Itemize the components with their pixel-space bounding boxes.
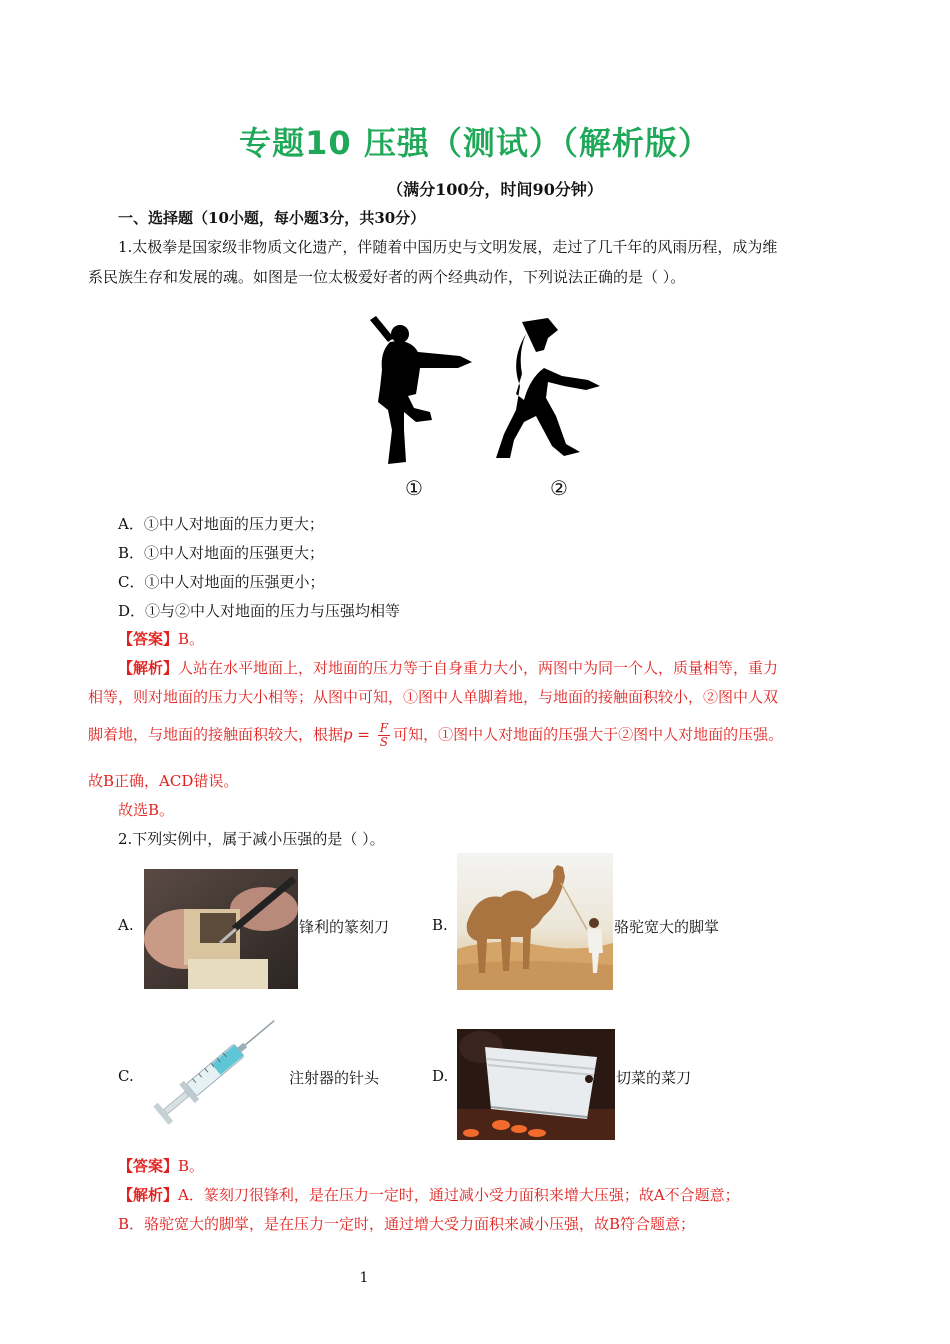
- q1-analysis-line1: [118, 657, 778, 678]
- analysis-label: 【解析】: [118, 1186, 179, 1204]
- answer-value: B。: [178, 630, 205, 648]
- q1-stem-line1: 1.太极拳是国家级非物质文化遗产，伴随着中国历史与文明发展，走过了几千年的风雨历程，成为维: [118, 238, 778, 256]
- q2-answer: [118, 1155, 204, 1176]
- q1-option-b: B．①中人对地面的压强更大；: [118, 544, 325, 562]
- q1-option-c: C．①中人对地面的压强更小；: [118, 573, 325, 591]
- camel-image: [457, 853, 613, 990]
- analysis-text: 人站在水平地面上，对地面的压力等于自身重力大小，两图中为同一个人，质量相等，重力: [178, 659, 779, 677]
- q2-option-d-caption: 切菜的菜刀: [616, 1069, 692, 1087]
- q2-option-d-letter: D.: [432, 1067, 449, 1085]
- q2-option-c-caption: 注射器的针头: [289, 1069, 380, 1087]
- page-number: 1: [359, 1270, 369, 1286]
- formula-denominator: S: [379, 735, 389, 749]
- q2-option-a-caption: 锋利的篆刻刀: [299, 918, 390, 936]
- syringe-image: [148, 1016, 278, 1128]
- section-heading: 一、选择题（10小题，每小题3分，共30分）: [118, 209, 426, 227]
- kitchen-knife-image: [457, 1029, 615, 1140]
- q2-option-b-caption: 骆驼宽大的脚掌: [614, 918, 720, 936]
- answer-label: 【答案】: [118, 1157, 179, 1175]
- q1-stem-line2: 系民族生存和发展的魂。如图是一位太极爱好者的两个经典动作，下列说法正确的是（ ）。: [88, 268, 686, 286]
- answer-value: B。: [178, 1157, 205, 1175]
- q2-analysis-line2: B．骆驼宽大的脚掌，是在压力一定时，通过增大受力面积来减小压强，故B符合题意；: [118, 1215, 696, 1233]
- taichi-silhouettes-image: [360, 312, 620, 472]
- answer-label: 【答案】: [118, 630, 179, 648]
- analysis-text: 可知，①图中人对地面的压强大于②图中人对地面的压强。: [393, 725, 784, 744]
- q1-answer: [118, 628, 204, 649]
- q1-analysis-line4: 故B正确，ACD错误。: [88, 772, 239, 790]
- formula-numerator: F: [379, 721, 389, 735]
- page-subtitle: （满分100分，时间90分钟）: [387, 180, 603, 199]
- q1-analysis-line3: [88, 722, 783, 749]
- analysis-text: 脚着地，与地面的接触面积较大，根据: [88, 725, 344, 744]
- formula-fraction: [378, 722, 390, 749]
- q1-fig-label-2: ②: [550, 476, 568, 500]
- analysis-label: 【解析】: [118, 659, 179, 677]
- q1-analysis-line2: 相等，则对地面的压力大小相等；从图中可知，①图中人单脚着地，与地面的接触面积较小，②图中人双: [88, 688, 779, 706]
- page-title: 专题10 压强（测试）（解析版）: [239, 124, 711, 162]
- formula-p: p: [343, 725, 353, 744]
- q2-option-a-letter: A.: [118, 916, 134, 934]
- q2-option-b-letter: B.: [432, 916, 448, 934]
- q2-stem: 2.下列实例中，属于减小压强的是（ ）。: [118, 830, 385, 848]
- analysis-text: A．篆刻刀很锋利，是在压力一定时，通过减小受力面积来增大压强；故A不合题意；: [178, 1186, 740, 1204]
- q2-option-c-letter: C.: [118, 1067, 134, 1085]
- q1-option-a: A．①中人对地面的压力更大；: [118, 515, 324, 533]
- q1-fig-label-1: ①: [405, 476, 423, 500]
- q2-analysis-line1: [118, 1184, 740, 1205]
- q1-conclusion: 故选B。: [118, 801, 175, 819]
- q1-option-d: D．①与②中人对地面的压力与压强均相等: [118, 602, 401, 620]
- formula-eq: =: [352, 725, 375, 744]
- engraving-knife-image: [144, 869, 298, 989]
- q1-figure: [360, 312, 620, 472]
